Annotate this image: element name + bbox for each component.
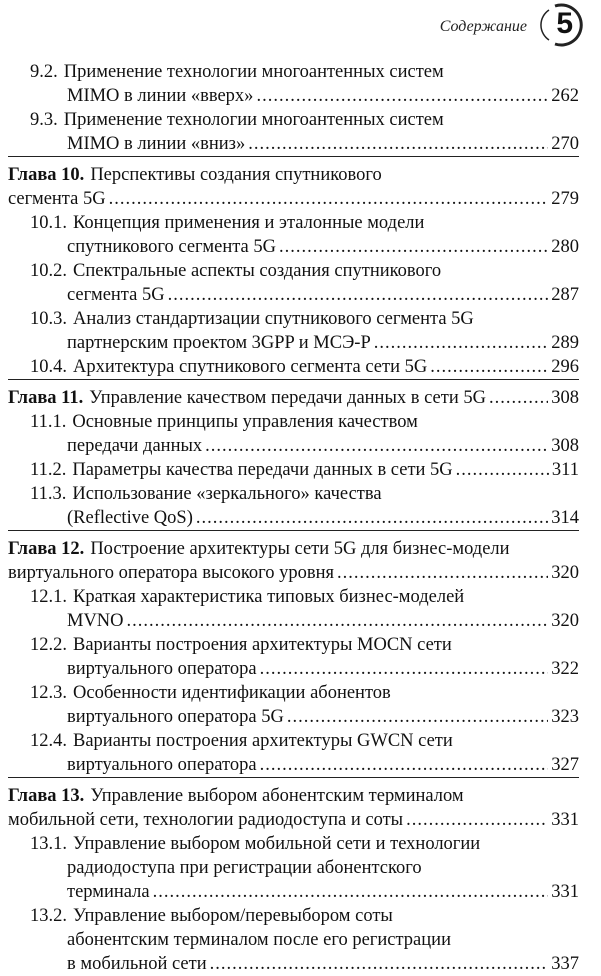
toc-entry-title: Краткая характеристика типовых бизнес-моделей <box>73 587 465 607</box>
chapter-label: Глава 12. <box>8 539 85 559</box>
toc-page-number: 327 <box>551 755 579 775</box>
toc-line <box>0 84 601 108</box>
toc-entry-title: Применение технологии многоантенных систем <box>63 62 444 82</box>
toc-section-entry[interactable] <box>0 681 601 729</box>
dot-leader <box>489 386 548 410</box>
toc-line <box>0 355 601 379</box>
toc-line <box>0 235 601 259</box>
toc-section-entry[interactable] <box>0 259 601 307</box>
section-number: 10.2. <box>30 261 67 281</box>
toc-entry-title: виртуального оператора высокого уровня <box>8 563 335 583</box>
toc-entry-title: Анализ стандартизации спутникового сегмента 5G <box>73 309 474 329</box>
toc-page-number: 314 <box>551 508 579 528</box>
chapter-divider <box>8 777 579 778</box>
table-of-contents <box>0 60 601 976</box>
toc-line <box>0 753 601 777</box>
toc-page-number: 320 <box>551 563 579 583</box>
toc-line <box>0 633 601 657</box>
dot-leader <box>127 609 549 633</box>
toc-entry-title: MIMO в линии «вниз» <box>67 134 246 154</box>
toc-section-entry[interactable] <box>0 482 601 530</box>
page-number: 5 <box>556 7 573 40</box>
toc-entry-title: сегмента 5G <box>67 285 165 305</box>
dot-leader <box>456 458 549 482</box>
toc-entry-title: виртуального оператора 5G <box>67 707 284 727</box>
running-title: Содержание <box>439 18 527 35</box>
chapter-label: Глава 11. <box>8 388 84 408</box>
toc-entry-title: Особенности идентификации абонентов <box>73 683 391 703</box>
dot-leader <box>256 84 548 108</box>
toc-entry-title: Основные принципы управления качеством <box>72 412 418 432</box>
toc-line <box>0 132 601 156</box>
toc-page-number: 337 <box>551 954 579 974</box>
toc-section-entry[interactable] <box>0 458 601 482</box>
toc-entry-title: терминала <box>67 882 150 902</box>
toc-entry-title: радиодоступа при регистрации абонентского <box>67 858 422 878</box>
toc-chapter-entry[interactable] <box>0 537 601 585</box>
toc-section-entry[interactable] <box>0 211 601 259</box>
toc-line <box>0 482 601 506</box>
dot-leader <box>406 808 548 832</box>
toc-page-number: 289 <box>551 333 579 353</box>
toc-page-number: 308 <box>551 388 579 408</box>
dot-leader <box>205 434 548 458</box>
toc-section-entry[interactable] <box>0 904 601 976</box>
toc-entry-title: Архитектура спутникового сегмента сети 5G <box>73 357 428 377</box>
toc-entry-title: партнерским проектом 3GPP и МСЭ-Р <box>67 333 371 353</box>
dot-leader <box>337 561 548 585</box>
toc-line <box>0 808 601 832</box>
chapter-divider <box>8 530 579 531</box>
toc-page-number: 287 <box>551 285 579 305</box>
toc-page-number: 331 <box>551 810 579 830</box>
toc-entry-title: в мобильной сети <box>67 954 207 974</box>
toc-line <box>0 211 601 235</box>
section-number: 12.3. <box>30 683 67 703</box>
dot-leader <box>248 132 548 156</box>
toc-line <box>0 657 601 681</box>
toc-entry-title: Спектральные аспекты создания спутникового <box>73 261 442 281</box>
section-number: 13.2. <box>30 906 67 926</box>
dot-leader <box>153 880 549 904</box>
toc-page-number: 311 <box>551 460 579 480</box>
toc-line <box>0 832 601 856</box>
toc-entry-title: Управление качеством передачи данных в сети 5G <box>89 388 486 408</box>
section-number: 10.1. <box>30 213 67 233</box>
toc-line <box>0 108 601 132</box>
toc-entry-title: Управление выбором мобильной сети и технологии <box>73 834 481 854</box>
dot-leader <box>109 187 549 211</box>
toc-page-number: 270 <box>551 134 579 154</box>
toc-line <box>0 163 601 187</box>
toc-entry-title: сегмента 5G <box>8 189 106 209</box>
section-number: 10.4. <box>30 357 67 377</box>
chapter-label: Глава 10. <box>8 165 85 185</box>
chapter-divider <box>8 379 579 380</box>
chapter-divider <box>8 156 579 157</box>
toc-line <box>0 585 601 609</box>
toc-line <box>0 904 601 928</box>
toc-entry-title: Варианты построения архитектуры MOCN сети <box>73 635 452 655</box>
toc-entry-title: Построение архитектуры сети 5G для бизнес-модели <box>90 539 510 559</box>
dot-leader <box>168 283 549 307</box>
section-number: 9.2. <box>30 62 58 82</box>
toc-page-number: 280 <box>551 237 579 257</box>
toc-page-number: 308 <box>551 436 579 456</box>
toc-section-entry[interactable] <box>0 585 601 633</box>
toc-entry-title: передачи данных <box>67 436 203 456</box>
toc-line <box>0 410 601 434</box>
toc-line <box>0 386 601 410</box>
section-number: 10.3. <box>30 309 67 329</box>
toc-entry-title: Концепция применения и эталонные модели <box>73 213 425 233</box>
toc-section-entry[interactable] <box>0 410 601 458</box>
toc-line <box>0 928 601 952</box>
toc-page-number: 279 <box>551 189 579 209</box>
toc-line <box>0 784 601 808</box>
toc-chapter-entry[interactable] <box>0 163 601 211</box>
dot-leader <box>260 753 549 777</box>
toc-chapter-entry[interactable] <box>0 784 601 832</box>
section-number: 12.2. <box>30 635 67 655</box>
toc-line <box>0 283 601 307</box>
toc-entry-title: Перспективы создания спутникового <box>90 165 382 185</box>
toc-line <box>0 259 601 283</box>
toc-section-entry[interactable] <box>0 307 601 355</box>
toc-section-entry[interactable] <box>0 729 601 777</box>
section-number: 11.3. <box>30 484 67 504</box>
section-number: 13.1. <box>30 834 67 854</box>
toc-line <box>0 952 601 976</box>
toc-line <box>0 729 601 753</box>
toc-line <box>0 187 601 211</box>
dot-leader <box>210 952 549 976</box>
toc-entry-title: Применение технологии многоантенных систем <box>63 110 444 130</box>
dot-leader <box>260 657 549 681</box>
toc-line <box>0 537 601 561</box>
dot-leader <box>374 331 548 355</box>
toc-page-number: 320 <box>551 611 579 631</box>
toc-entry-title: виртуального оператора <box>67 755 257 775</box>
section-number: 12.1. <box>30 587 67 607</box>
toc-entry-title: Варианты построения архитектуры GWCN сети <box>73 731 453 751</box>
toc-entry-title: MIMO в линии «вверх» <box>67 86 254 106</box>
toc-line <box>0 609 601 633</box>
toc-line <box>0 856 601 880</box>
toc-page-number: 296 <box>551 357 579 377</box>
toc-section-entry[interactable] <box>0 355 601 379</box>
toc-entry-title: Управление выбором абонентским терминалом <box>90 786 464 806</box>
toc-entry-title: Управление выбором/перевыбором соты <box>73 906 393 926</box>
toc-entry-title: Параметры качества передачи данных в сети 5G <box>72 460 453 480</box>
toc-page-number: 331 <box>551 882 579 902</box>
page-header <box>0 0 601 48</box>
section-number: 11.2. <box>30 460 67 480</box>
dot-leader <box>196 506 548 530</box>
toc-entry-title: Использование «зеркального» качества <box>72 484 382 504</box>
toc-line <box>0 60 601 84</box>
dot-leader <box>430 355 548 379</box>
section-number: 11.1. <box>30 412 67 432</box>
toc-section-entry[interactable] <box>0 60 601 108</box>
section-number: 12.4. <box>30 731 67 751</box>
toc-entry-title: MVNO <box>67 611 124 631</box>
toc-entry-title: (Reflective QoS) <box>67 508 193 528</box>
toc-page-number: 323 <box>551 707 579 727</box>
toc-line <box>0 307 601 331</box>
toc-chapter-entry[interactable] <box>0 386 601 410</box>
toc-entry-title: спутникового сегмента 5G <box>67 237 276 257</box>
toc-page-number: 322 <box>551 659 579 679</box>
toc-line <box>0 880 601 904</box>
toc-entry-title: абонентским терминалом после его регистрации <box>67 930 451 950</box>
toc-entry-title: виртуального оператора <box>67 659 257 679</box>
toc-line <box>0 561 601 585</box>
section-number: 9.3. <box>30 110 58 130</box>
toc-line <box>0 434 601 458</box>
chapter-label: Глава 13. <box>8 786 85 806</box>
dot-leader <box>279 235 548 259</box>
toc-entry-title: мобильной сети, технологии радиодоступа и соты <box>8 810 404 830</box>
toc-page-number: 262 <box>551 86 579 106</box>
toc-section-entry[interactable] <box>0 832 601 904</box>
toc-section-entry[interactable] <box>0 108 601 156</box>
dot-leader <box>287 705 548 729</box>
toc-line <box>0 458 601 482</box>
toc-line <box>0 681 601 705</box>
toc-section-entry[interactable] <box>0 633 601 681</box>
toc-line <box>0 331 601 355</box>
toc-line <box>0 705 601 729</box>
toc-line <box>0 506 601 530</box>
